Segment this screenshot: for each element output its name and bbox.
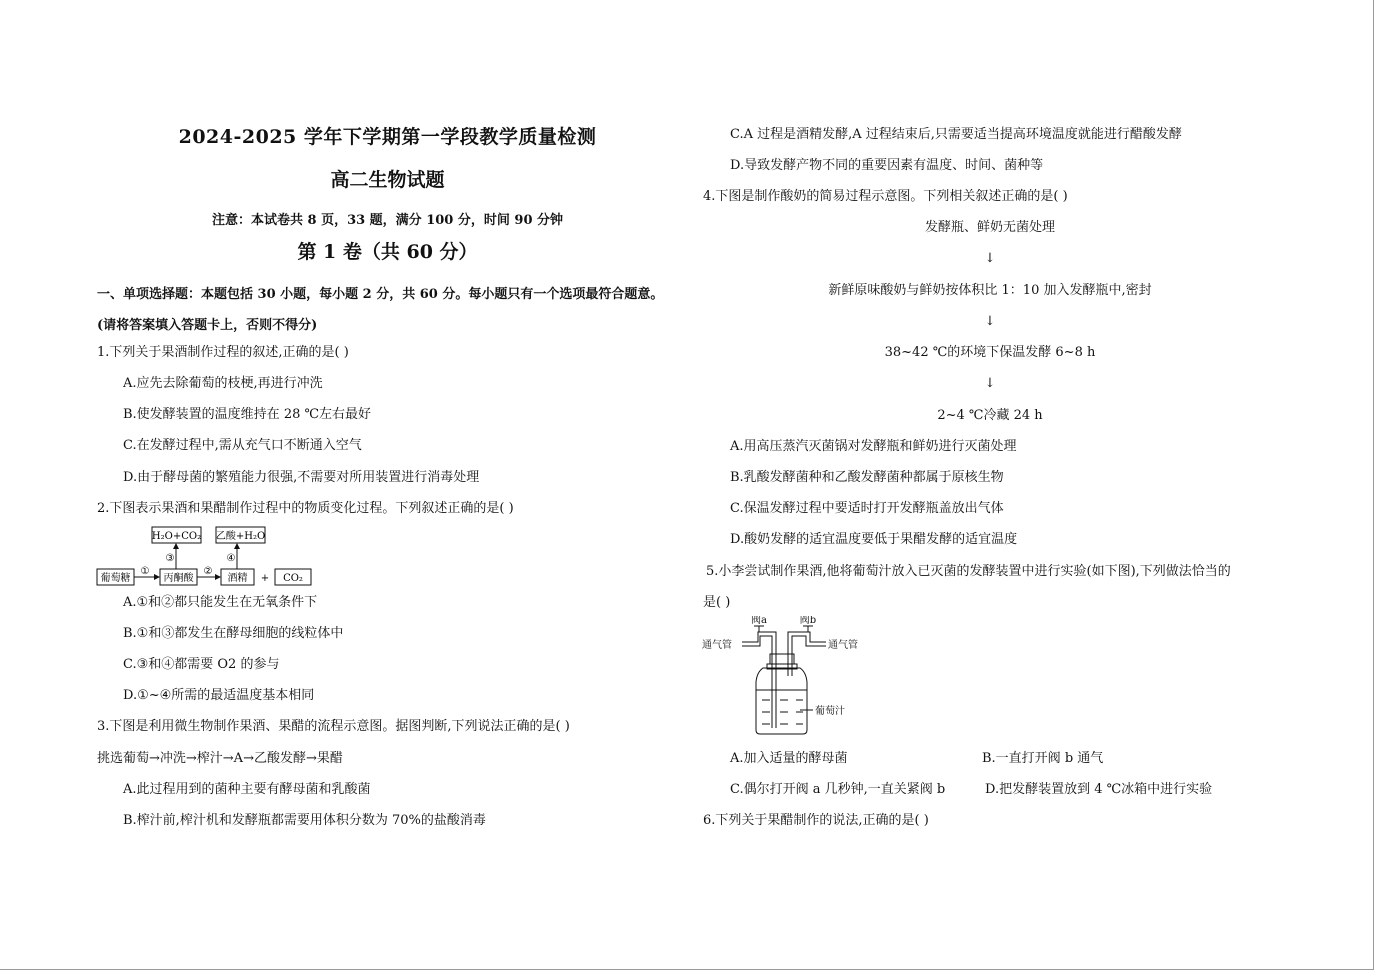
q3-flow: 挑选葡萄→冲洗→榨汁→A→乙酸发酵→果醋 xyxy=(97,751,343,766)
q2-metabolism-diagram xyxy=(95,524,325,588)
q4-option-a: A.用高压蒸汽灭菌锅对发酵瓶和鲜奶进行灭菌处理 xyxy=(730,439,1017,454)
q5-stem-continued: 是( ) xyxy=(703,595,731,610)
section-heading: 一、单项选择题：本题包括 30 小题，每小题 2 分，共 60 分。每小题只有一个选项最符合题意。 xyxy=(97,287,664,302)
q3-stem: 3.下图是利用微生物制作果酒、果醋的流程示意图。据图判断,下列说法正确的是( ) xyxy=(97,719,570,734)
exam-notice: 注意：本试卷共 8 页，33 题，满分 100 分，时间 90 分钟 xyxy=(211,213,564,228)
q3-option-c: C.A 过程是酒精发酵,A 过程结束后,只需要适当提高环境温度就能进行醋酸发酵 xyxy=(730,127,1182,142)
q1-option-b: B.使发酵装置的温度维持在 28 ℃左右最好 xyxy=(123,407,372,422)
step-1-label: ① xyxy=(140,566,150,577)
q3-option-d: D.导致发酵产物不同的重要因素有温度、时间、菌种等 xyxy=(730,158,1044,173)
exam-subtitle: 高二生物试题 xyxy=(330,169,445,191)
q2-option-b: B.①和③都发生在酵母细胞的线粒体中 xyxy=(123,626,344,641)
valve-b-label: 阀b xyxy=(799,616,817,626)
q2-option-d: D.①~④所需的最适温度基本相同 xyxy=(123,688,315,703)
alcohol-label: 酒精 xyxy=(227,573,248,584)
q4-step-1: 发酵瓶、鲜奶无菌处理 xyxy=(924,220,1055,235)
q3-option-a: A.此过程用到的菌种主要有酵母菌和乳酸菌 xyxy=(123,782,371,797)
q2-option-c: C.③和④都需要 O2 的参与 xyxy=(123,657,280,672)
co2-label: CO₂ xyxy=(283,573,303,584)
q2-stem: 2.下图表示果酒和果醋制作过程中的物质变化过程。下列叙述正确的是( ) xyxy=(97,501,514,516)
q1-option-c: C.在发酵过程中,需从充气口不断通入空气 xyxy=(123,438,362,453)
q5-stem: 5.小李尝试制作果酒,他将葡萄汁放入已灭菌的发酵装置中进行实验(如下图),下列做法恰当的 xyxy=(706,564,1231,579)
pyruvate-label: 丙酮酸 xyxy=(163,573,194,584)
q5-option-a: A.加入适量的酵母菌 xyxy=(730,751,848,766)
q5-fermenter-apparatus xyxy=(700,616,870,738)
q5-option-d: D.把发酵装置放到 4 ℃冰箱中进行实验 xyxy=(985,782,1213,797)
vent-tube-right-label: 通气管 xyxy=(828,640,858,651)
acetic-label: 乙酸+H₂O xyxy=(215,531,266,542)
q2-option-a: A.①和②都只能发生在无氧条件下 xyxy=(123,595,318,610)
q3-option-b: B.榨汁前,榨汁机和发酵瓶都需要用体积分数为 70%的盐酸消毒 xyxy=(123,813,486,828)
q4-stem: 4.下图是制作酸奶的简易过程示意图。下列相关叙述正确的是( ) xyxy=(703,189,1068,204)
vent-tube-left-label: 通气管 xyxy=(702,640,732,651)
q4-arrow-2: ↓ xyxy=(984,314,996,329)
q5-option-c: C.偶尔打开阀 a 几秒钟,一直关紧阀 b xyxy=(730,782,946,797)
step-3-label: ③ xyxy=(165,553,175,564)
h2o-co2-label: H₂O+CO₂ xyxy=(151,531,202,542)
q4-option-d: D.酸奶发酵的适宜温度要低于果醋发酵的适宜温度 xyxy=(730,532,1018,547)
q6-stem: 6.下列关于果醋制作的说法,正确的是( ) xyxy=(703,813,929,828)
q4-arrow-1: ↓ xyxy=(984,251,996,266)
q1-option-d: D.由于酵母菌的繁殖能力很强,不需要对所用装置进行消毒处理 xyxy=(123,470,480,485)
valve-a-label: 阀a xyxy=(751,616,767,626)
grape-juice-label: 葡萄汁 xyxy=(815,706,845,717)
exam-title: 2024-2025 学年下学期第一学段教学质量检测 xyxy=(178,126,597,148)
q4-option-c: C.保温发酵过程中要适时打开发酵瓶盖放出气体 xyxy=(730,501,1004,516)
step-2-label: ② xyxy=(203,566,213,577)
volume-heading: 第 1 卷（共 60 分） xyxy=(297,241,478,263)
glucose-label: 葡萄糖 xyxy=(100,573,131,584)
q4-option-b: B.乳酸发酵菌种和乙酸发酵菌种都属于原核生物 xyxy=(730,470,1004,485)
plus-sign: + xyxy=(260,573,270,584)
q1-option-a: A.应先去除葡萄的枝梗,再进行冲洗 xyxy=(123,376,323,391)
q4-step-4: 2~4 ℃冷藏 24 h xyxy=(937,408,1043,423)
section-note: (请将答案填入答题卡上，否则不得分) xyxy=(97,318,318,333)
step-4-label: ④ xyxy=(226,553,236,564)
q5-option-b: B.一直打开阀 b 通气 xyxy=(982,751,1104,766)
q4-step-2: 新鲜原味酸奶与鲜奶按体积比 1：10 加入发酵瓶中,密封 xyxy=(828,283,1152,298)
q4-arrow-3: ↓ xyxy=(984,376,996,391)
q1-stem: 1.下列关于果酒制作过程的叙述,正确的是( ) xyxy=(97,345,349,360)
q4-step-3: 38~42 ℃的环境下保温发酵 6~8 h xyxy=(884,345,1096,360)
